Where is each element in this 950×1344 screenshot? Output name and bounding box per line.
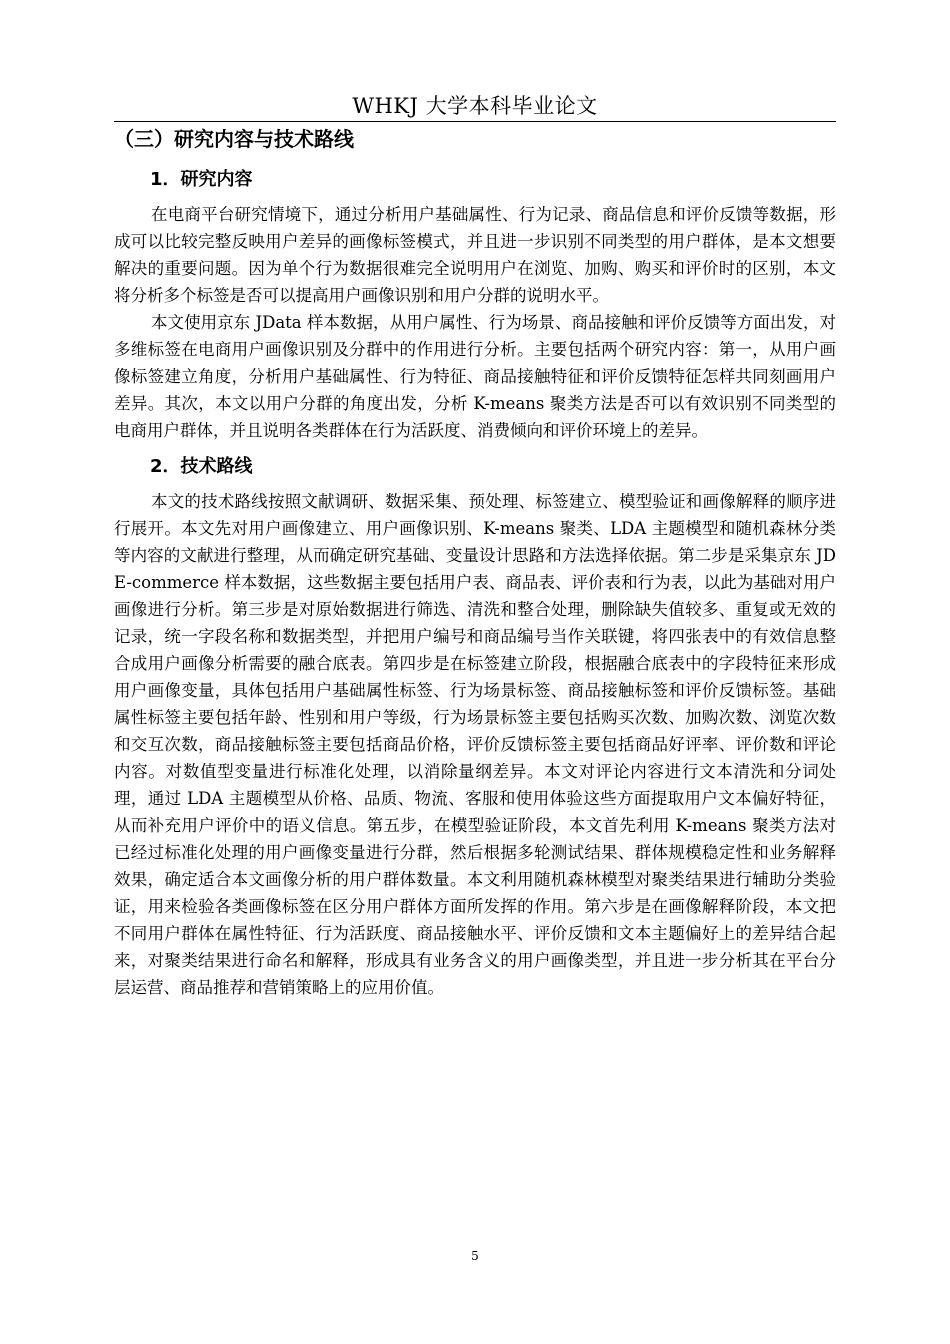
subsection-heading-technical-route: 2．技术路线 [150, 456, 253, 477]
running-header: WHKJ 大学本科毕业论文 [352, 94, 598, 118]
subsection-heading-research-content: 1．研究内容 [150, 169, 253, 190]
paragraph: 本文使用京东 JData 样本数据，从用户属性、行为场景、商品接触和评价反馈等方面出发，对多维标签在电商用户画像识别及分群中的作用进行分析。主要包括两个研究内容：第一，从用户画像标签建立角度，分析用户基础属性、行为特征、商品接触特征和评价反馈特征怎样共同刻画用户差异。其次，本文以用户分群的角度出发，分析 K-means 聚类方法是否可以有效识别不同类型的电商用户群体，并且说明各类群体在行为活跃度、消费倾向和评价环境上的差异。 [114, 313, 836, 440]
section-heading: （三）研究内容与技术路线 [114, 127, 354, 151]
page-number: 5 [471, 1249, 479, 1263]
page-content [114, 125, 836, 1001]
paragraph: 本文的技术路线按照文献调研、数据采集、预处理、标签建立、模型验证和画像解释的顺序进行展开。本文先对用户画像建立、用户画像识别、K-means 聚类、LDA 主题模型和随机森林分类等内容的文献进行整理，从而确定研究基础、变量设计思路和方法选择依据。第二步是采集京东 JD E-commerce 样本数据，这些数据主要包括用户表、商品表、评价表和行为表，以此为基础对用户画像进行分析。第三步是对原始数据进行筛选、清洗和整合处理，删除缺失值较多、重复或无效的记录，统一字段名称和数据类型，并把用户编号和商品编号当作关联键，将四张表中的有效信息整合成用户画像分析需要的融合底表。第四步是在标签建立阶段，根据融合底表中的字段特征来形成用户画像变量，具体包括用户基础属性标签、行为场景标签、商品接触标签和评价反馈标签。基础属性标签主要包括年龄、性别和用户等级，行为场景标签主要包括购买次数、加购次数、浏览次数和交互次数，商品接触标签主要包括商品价格，评价反馈标签主要包括商品好评率、评价数和评论内容。对数值型变量进行标准化处理，以消除量纲差异。本文对评论内容进行文本清洗和分词处理，通过 LDA 主题模型从价格、品质、物流、客服和使用体验这些方面提取用户文本偏好特征，从而补充用户评价中的语义信息。第五步，在模型验证阶段，本文首先利用 K-means 聚类方法对已经过标准化处理的用户画像变量进行分群，然后根据多轮测试结果、群体规模稳定性和业务解释效果，确定适合本文画像分析的用户群体数量。本文利用随机森林模型对聚类结果进行辅助分类验证，用来检验各类画像标签在区分用户群体方面所发挥的作用。第六步是在画像解释阶段，本文把不同用户群体在属性特征、行为活跃度、商品接触水平、评价反馈和文本主题偏好上的差异结合起来，对聚类结果进行命名和解释，形成具有业务含义的用户画像类型，并且进一步分析其在平台分层运营、商品推荐和营销策略上的应用价值。 [114, 492, 836, 997]
paragraph: 在电商平台研究情境下，通过分析用户基础属性、行为记录、商品信息和评价反馈等数据，形成可以比较完整反映用户差异的画像标签模式，并且进一步识别不同类型的用户群体，是本文想要解决的重要问题。因为单个行为数据很难完全说明用户在浏览、加购、购买和评价时的区别，本文将分析多个标签是否可以提高用户画像识别和用户分群的说明水平。 [114, 205, 836, 305]
header-rule [114, 121, 836, 122]
